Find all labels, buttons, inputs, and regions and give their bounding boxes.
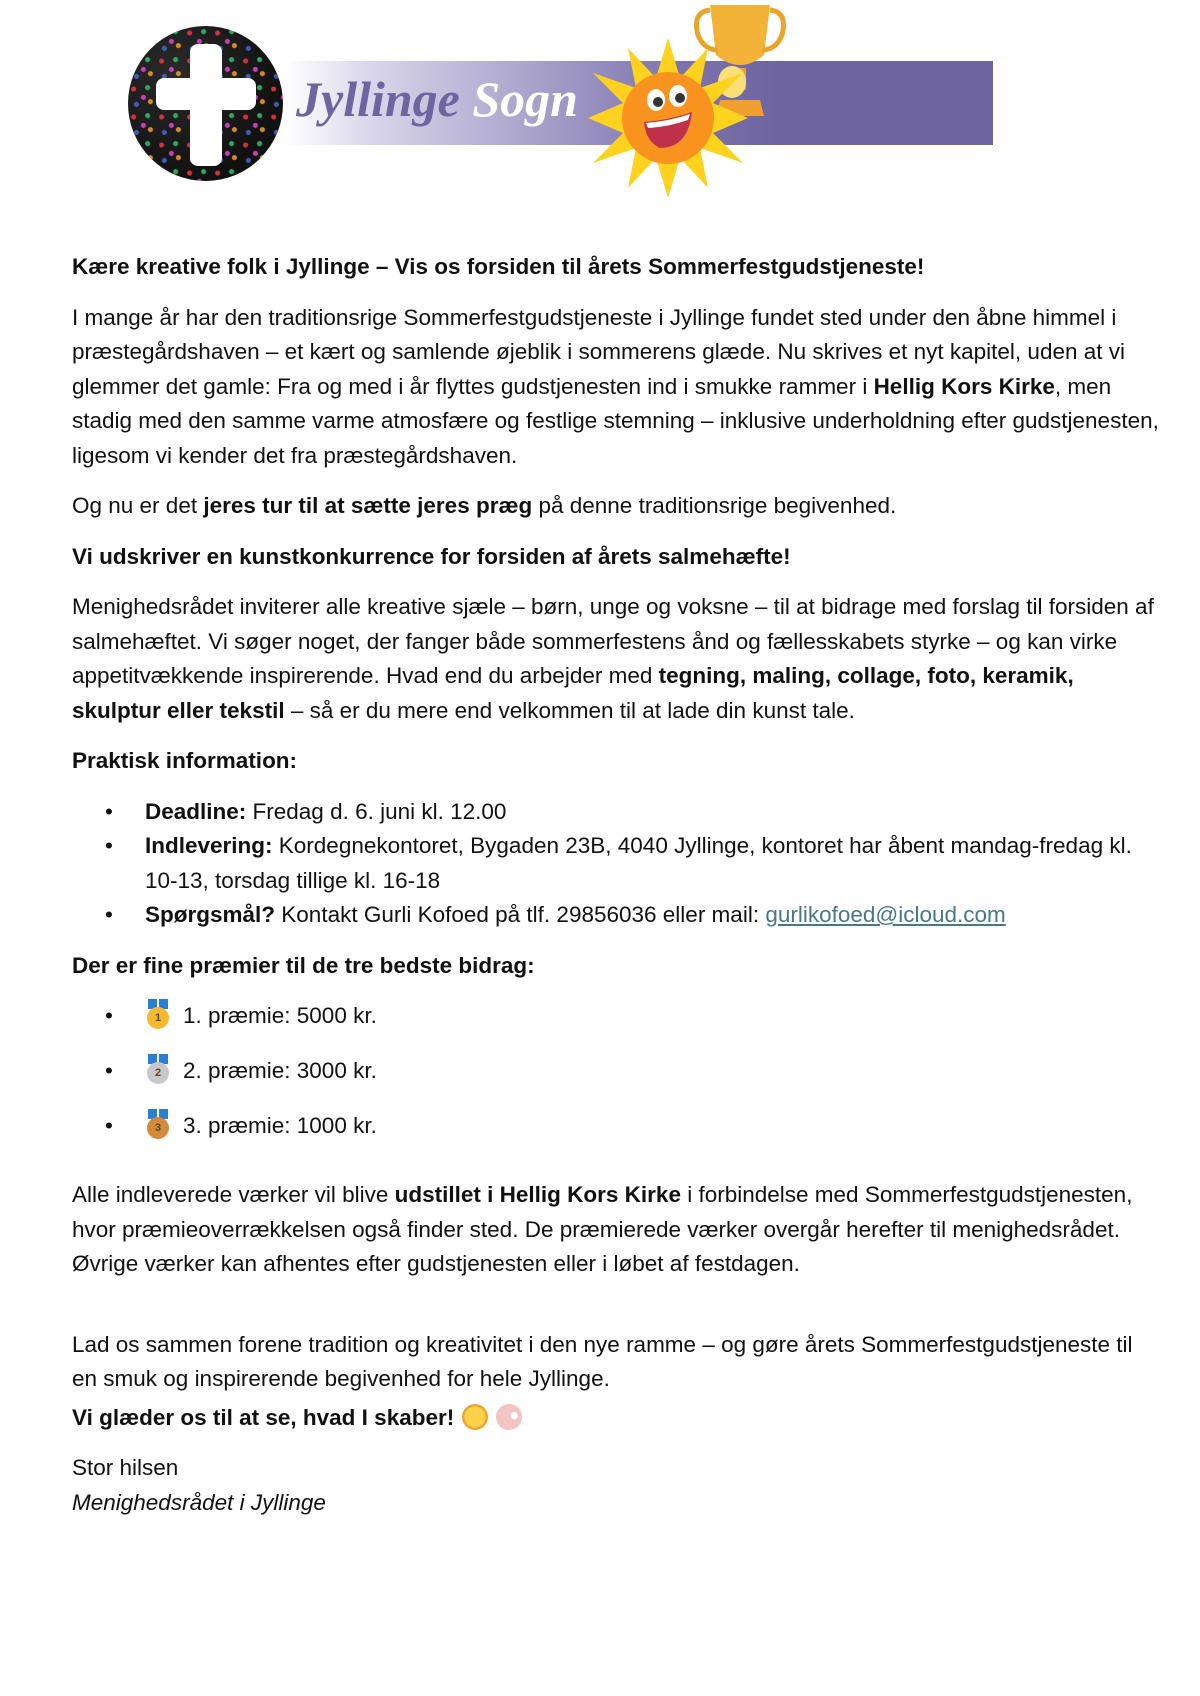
bronze-medal-icon: 3 <box>145 1109 171 1139</box>
bullet-icon: • <box>105 798 113 824</box>
silver-medal-icon: 2 <box>145 1054 171 1084</box>
prizes-list <box>72 999 1162 1164</box>
competition-heading: Vi udskriver en kunstkonkurrence for forsiden af årets salmehæfte! <box>72 543 791 569</box>
practical-list <box>72 795 1162 933</box>
letter-title: Kære kreative folk i Jyllinge – Vis os forsiden til årets Sommerfestgudstjeneste! <box>72 254 925 279</box>
church-cross-logo-icon <box>128 26 283 181</box>
list-item-questions: • Spørgsmål? Kontakt Gurli Kofoed på tlf. 29856036 eller mail: gurlikofoed@icloud.com <box>72 898 1162 933</box>
header-banner <box>0 0 1200 210</box>
letter-body <box>72 250 1162 1536</box>
list-item-deadline: • Deadline: Fredag d. 6. juni kl. 12.00 <box>72 795 1162 830</box>
bullet-icon: • <box>105 902 113 927</box>
smiling-sun-icon <box>588 38 748 198</box>
artist-palette-emoji-icon <box>496 1404 522 1430</box>
smiling-sun-emoji-icon <box>462 1404 488 1430</box>
turn-paragraph: Og nu er det jeres tur til at sætte jeres præg på denne traditionsrige begivenhed. <box>72 493 897 518</box>
invite-paragraph: Menighedsrådet inviterer alle kreative sjæle – børn, unge og voksne – til at bidrage med forslag til forsiden af salmehæftet. Vi søger noget, der fanger både sommerfestens ånd og fællesskabets styrke – og kan virke appetitvækkende inspirerende. Hvad end du arbejder med tegning, maling, collage, foto, keramik, skulptur eller tekstil – så er du mere end velkommen til at lade din kunst tale. <box>72 594 1154 723</box>
intro-paragraph: I mange år har den traditionsrige Sommerfestgudstjeneste i Jyllinge fundet sted under den åbne himmel i præstegårdshaven – et kært og samlende øjeblik i sommerens glæde. Nu skrives et nyt kapitel, uden at vi glemmer det gamle: Fra og med i år flyttes gudstjenesten ind i smukke rammer i Hellig Kors Kirke, men stadig med den samme varme atmosfære og festlige stemning – inklusive underholdning efter gudstjenesten, ligesom vi kender det fra præstegårdshaven. <box>72 304 1159 468</box>
bullet-icon: • <box>105 1058 113 1083</box>
email-link[interactable]: gurlikofoed@icloud.com <box>765 902 1006 927</box>
closing-paragraph: Lad os sammen forene tradition og kreativitet i den nye ramme – og gøre årets Sommerfestgudstjeneste til en smuk og inspirerende begivenhed for hele Jyllinge. <box>72 1331 1133 1391</box>
prize-item-second: • 2 2. præmie: 3000 kr. <box>72 1054 1162 1109</box>
cheer-line: Vi glæder os til at se, hvad I skaber! <box>72 1401 1162 1436</box>
gold-medal-icon: 1 <box>145 999 171 1029</box>
prize-item-first: • 1 1. præmie: 5000 kr. <box>72 999 1162 1054</box>
exhibit-paragraph: Alle indleverede værker vil blive udstillet i Hellig Kors Kirke i forbindelse med Sommerfestgudstjenesten, hvor præmieoverrækkelsen også finder sted. De præmierede værker overgår herefter til menighedsrådet. Øvrige værker kan afhentes efter gudstjenesten eller i løbet af festdagen. <box>72 1182 1133 1276</box>
bullet-icon: • <box>105 833 113 858</box>
prizes-heading: Der er fine præmier til de tre bedste bidrag: <box>72 952 535 978</box>
signature-greeting: Stor hilsen <box>72 1455 179 1480</box>
bullet-icon: • <box>105 1003 113 1028</box>
parish-name: Jyllinge Sogn <box>296 71 578 127</box>
bullet-icon: • <box>105 1113 113 1138</box>
prize-item-third: • 3 3. præmie: 1000 kr. <box>72 1109 1162 1164</box>
list-item-delivery: • Indlevering: Kordegnekontoret, Bygaden 23B, 4040 Jyllinge, kontoret har åbent mandag-fredag kl. 10-13, torsdag tillige kl. 16-18 <box>72 829 1162 898</box>
signature-sender: Menighedsrådet i Jyllinge <box>72 1489 326 1515</box>
practical-heading: Praktisk information: <box>72 748 298 773</box>
